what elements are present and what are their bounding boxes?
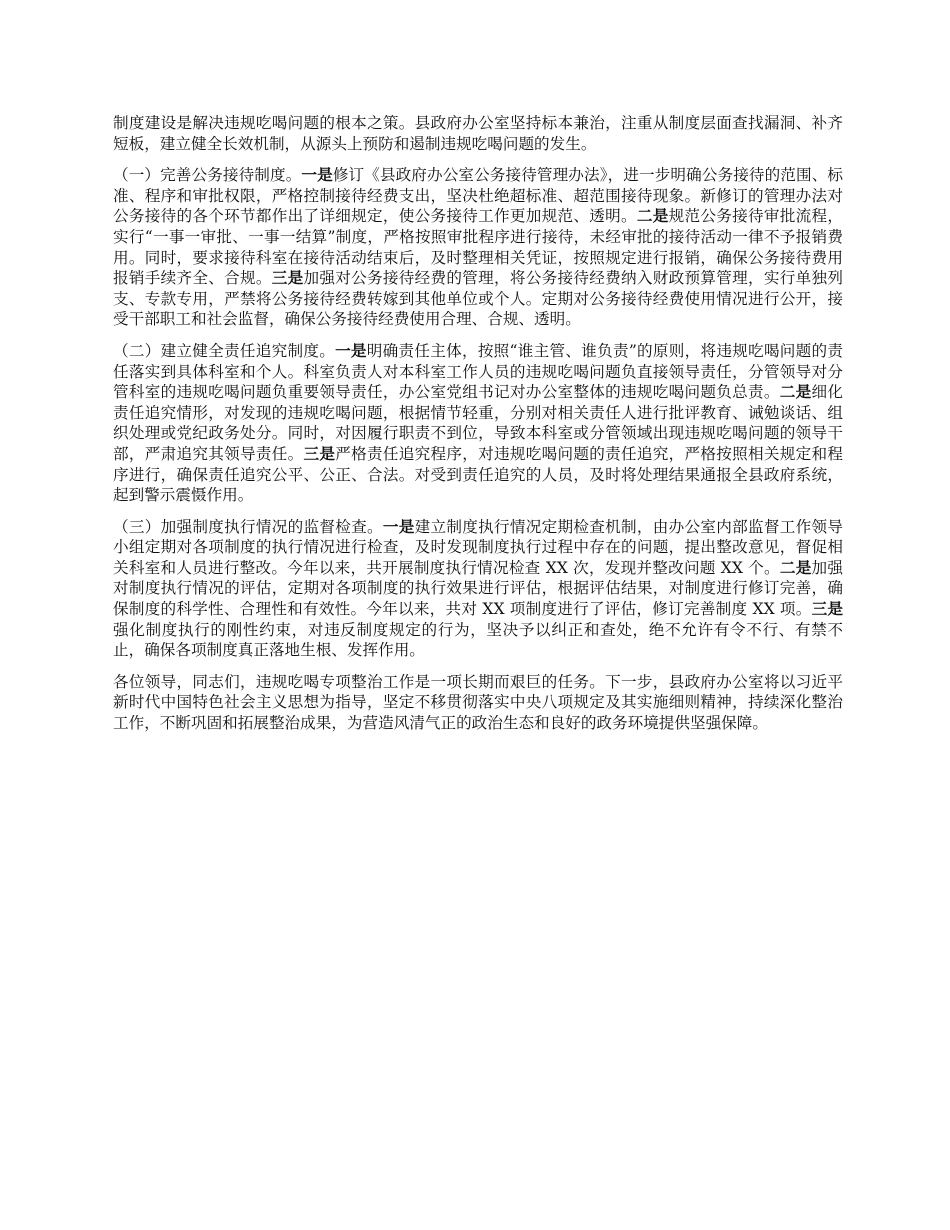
paragraph-text: 细化责任追究情形，对发现的违规吃喝问题，根据情节轻重，分别对相关责任人进行批评教育、诫勉谈话、组织处理或党纪政务处分。同时，对因履行职责不到位，导致本科室或分管领域出现违规吃喝问题的领导干部，严肃追究其领导责任。 [113, 383, 843, 463]
paragraph-keyword: 一是 [335, 340, 367, 360]
paragraph-keyword: 三是 [811, 599, 843, 619]
paragraph-section-3 [113, 517, 843, 661]
paragraph-text: （三）加强制度执行情况的监督检查。 [113, 517, 383, 536]
paragraph-closing [113, 672, 843, 734]
paragraph-keyword: 二是 [779, 557, 812, 577]
document-page [113, 113, 843, 745]
paragraph-text: 修订《县政府办公室公务接待管理办法》，进一步明确公务接待的范围、标准、程序和审批权限，严格控制接待经费支出，坚决杜绝超标准、超范围接待现象。新修订的管理办法对公务接待的各个环节都作出了详细规定，使公务接待工作更加规范、透明。 [113, 166, 843, 226]
paragraph-text: 强化制度执行的刚性约束，对违反制度规定的行为，坚决予以纠正和查处，绝不允许有令不行、有禁不止，确保各项制度真正落地生根、发挥作用。 [113, 620, 843, 660]
paragraph-text: （一）完善公务接待制度。 [113, 166, 302, 185]
paragraph-text: 制度建设是解决违规吃喝问题的根本之策。县政府办公室坚持标本兼治，注重从制度层面查找漏洞、补齐短板，建立健全长效机制，从源头上预防和遏制违规吃喝问题的发生。 [113, 114, 843, 153]
document-body [113, 113, 843, 734]
paragraph-keyword: 一是 [382, 516, 415, 536]
paragraph-keyword: 三是 [303, 443, 336, 463]
paragraph-text: 规范公务接待审批流程，实行“一事一审批、一事一结算”制度，严格按照审批程序进行接待，未经审批的接待活动一律不予报销费用。同时，要求接待科室在接待活动结束后，及时整理相关凭证，按照规定进行报销，确保公务接待费用报销手续齐全、合规。 [113, 207, 843, 288]
paragraph-keyword: 二是 [636, 206, 669, 226]
paragraph-intro [113, 113, 843, 154]
paragraph-text: 严格责任追究程序，对违规吃喝问题的责任追究，严格按照相关规定和程序进行，确保责任追究公平、公正、合法。对受到责任追究的人员，及时将处理结果通报全县政府系统，起到警示震慑作用。 [113, 444, 843, 505]
paragraph-text: 各位领导，同志们，违规吃喝专项整治工作是一项长期而艰巨的任务。下一步，县政府办公室将以习近平新时代中国特色社会主义思想为指导，坚定不移贯彻落实中央八项规定及其实施细则精神，持续深化整治工作，不断巩固和拓展整治成果，为营造风清气正的政治生态和良好的政务环境提供坚强保障。 [113, 672, 843, 733]
paragraph-keyword: 二是 [779, 382, 812, 402]
paragraph-section-1 [113, 165, 843, 330]
paragraph-text: 明确责任主体，按照“谁主管、谁负责”的原则，将违规吃喝问题的责任落实到具体科室和个人。科室负责人对本科室工作人员的违规吃喝问题负直接领导责任，分管领导对分管科室的违规吃喝问题负重要领导责任，办公室党组书记对办公室整体的违规吃喝问题负总责。 [113, 341, 843, 402]
paragraph-text: （二）建立健全责任追究制度。 [113, 341, 336, 360]
paragraph-text: 加强对制度执行情况的评估，定期对各项制度的执行效果进行评估，根据评估结果，对制度进行修订完善，确保制度的科学性、合理性和有效性。今年以来，共对 XX 项制度进行了评估，修订完善制度 XX 项。 [113, 558, 843, 619]
paragraph-text: 建立制度执行情况定期检查机制，由办公室内部监督工作领导小组定期对各项制度的执行情况进行检查，及时发现制度执行过程中存在的问题，提出整改意见，督促相关科室和人员进行整改。今年以来，共开展制度执行情况检查 XX 次，发现并整改问题 XX 个。 [113, 517, 843, 577]
paragraph-keyword: 一是 [301, 165, 333, 185]
paragraph-section-2 [113, 341, 843, 506]
paragraph-text: 加强对公务接待经费的管理，将公务接待经费纳入财政预算管理，实行单独列支、专款专用，严禁将公务接待经费转嫁到其他单位或个人。定期对公务接待经费使用情况进行公开，接受干部职工和社会监督，确保公务接待经费使用合理、合规、透明。 [113, 269, 843, 329]
paragraph-keyword: 三是 [271, 268, 304, 288]
